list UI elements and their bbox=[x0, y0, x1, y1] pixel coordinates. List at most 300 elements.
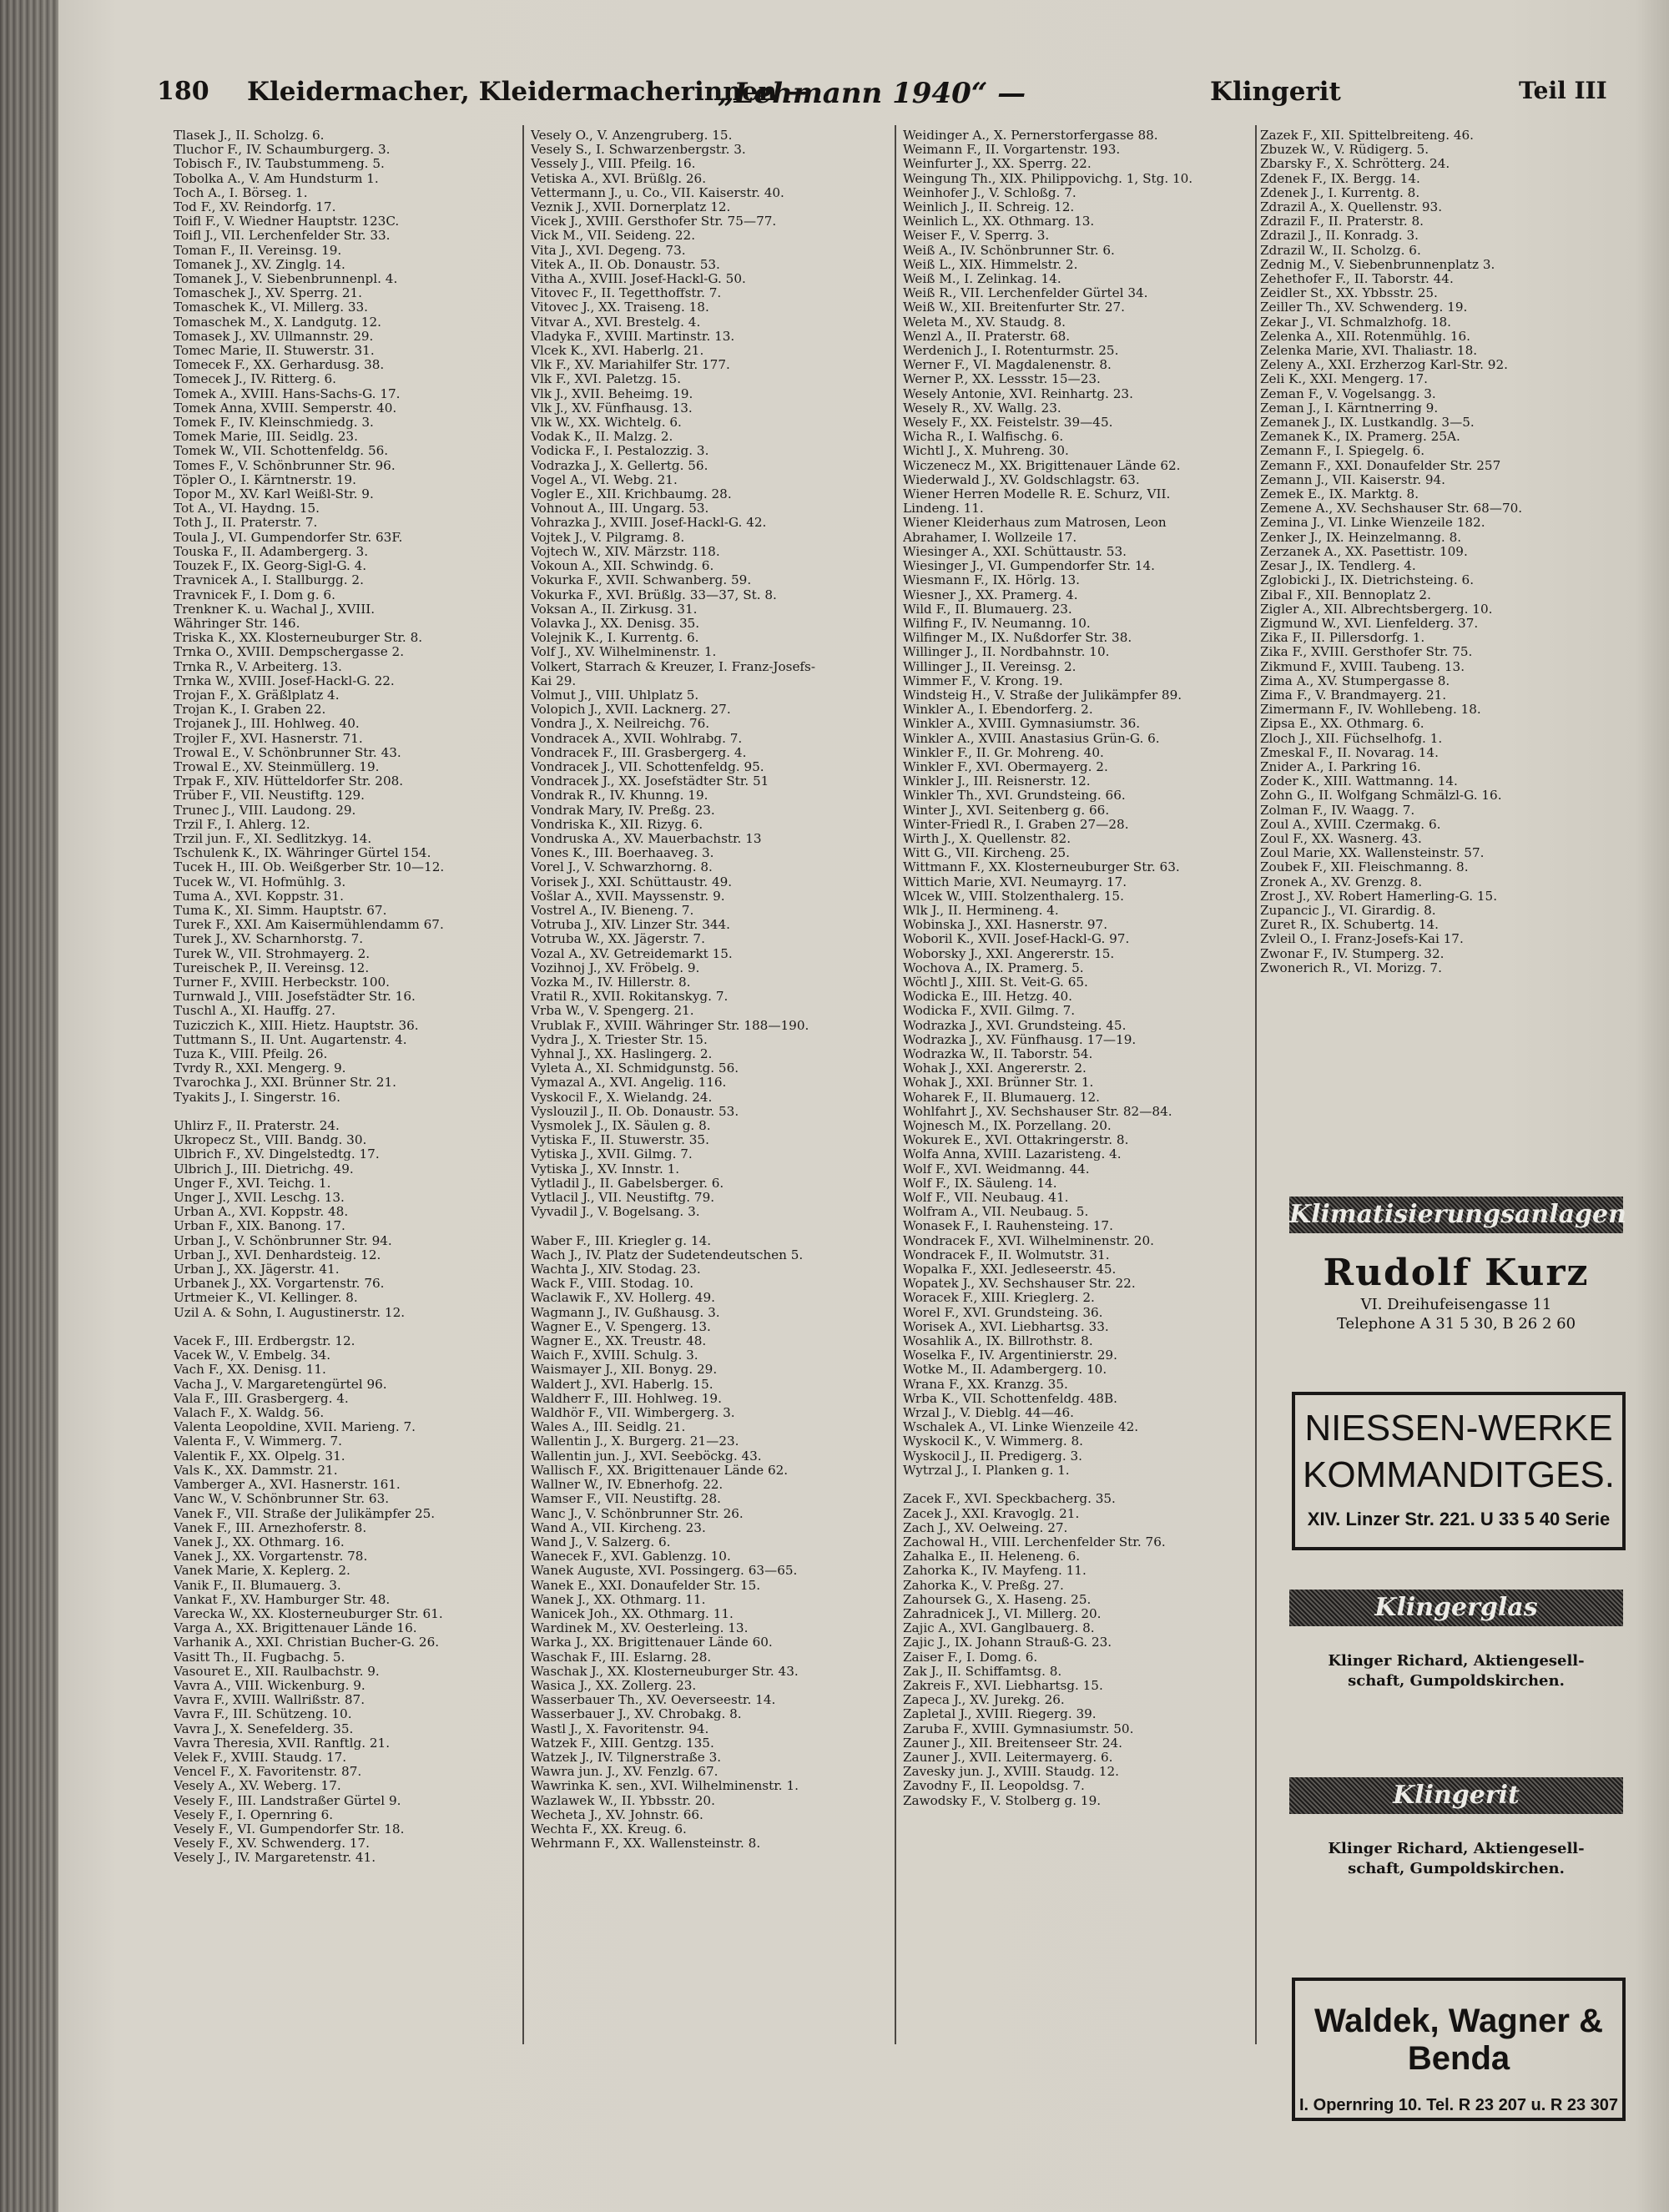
directory-entry: Vita J., XVI. Degeng. 73. bbox=[531, 243, 686, 258]
directory-entry: Warka J., XX. Brigittenauer Lände 60. bbox=[531, 1635, 773, 1650]
directory-entry: Vratil R., XVII. Rokitanskyg. 7. bbox=[531, 990, 729, 1005]
directory-entry: Weinlich J., II. Schreig. 12. bbox=[903, 200, 1075, 215]
directory-entry: Wicha R., I. Walfischg. 6. bbox=[903, 430, 1064, 445]
directory-entry: Ulbrich F., XV. Dingelstedtg. 17. bbox=[174, 1147, 380, 1162]
directory-entry: Vanek Marie, X. Keplerg. 2. bbox=[174, 1564, 350, 1579]
directory-entry: Tomasek J., XV. Ullmannstr. 29. bbox=[174, 329, 374, 344]
directory-entry: Vondrak R., IV. Khunng. 19. bbox=[531, 789, 708, 804]
ad-address: VI. Dreihufeisengasse 11 bbox=[1360, 1296, 1552, 1313]
directory-entry: Vavra F., III. Schützeng. 10. bbox=[174, 1707, 352, 1722]
directory-entry: Zemina J., VI. Linke Wienzeile 182. bbox=[1260, 516, 1485, 531]
directory-entry: Valenta F., V. Wimmerg. 7. bbox=[174, 1434, 342, 1449]
directory-entry: Wrba K., VII. Schottenfeldg. 48B. bbox=[903, 1391, 1117, 1406]
directory-entry: Votruba W., XX. Jägerstr. 7. bbox=[531, 932, 705, 947]
directory-entry: Weiß A., IV. Schönbrunner Str. 6. bbox=[903, 243, 1115, 258]
directory-entry: Trenkner K. u. Wachal J., XVIII. bbox=[174, 602, 376, 617]
directory-entry: Weimann F., II. Vorgartenstr. 193. bbox=[903, 143, 1121, 158]
directory-entry: Wechta F., XX. Kreug. 6. bbox=[531, 1821, 687, 1837]
column-rule bbox=[895, 125, 896, 2044]
directory-entry: Vala F., III. Grasbergerg. 4. bbox=[174, 1391, 349, 1406]
directory-entry: Zahradnicek J., VI. Millerg. 20. bbox=[903, 1606, 1102, 1621]
directory-entry: Zazek F., XII. Spittelbreiteng. 46. bbox=[1260, 128, 1475, 143]
directory-entry: Urban J., XX. Jägerstr. 41. bbox=[174, 1262, 340, 1277]
directory-entry: Zaiser F., I. Domg. 6. bbox=[903, 1650, 1038, 1665]
directory-entry: Zahalka E., II. Heleneng. 6. bbox=[903, 1549, 1081, 1565]
directory-entry: Zibal F., XII. Bennoplatz 2. bbox=[1260, 587, 1431, 602]
ad-banner: Klimatisierungsanlagen bbox=[1289, 1197, 1623, 1233]
directory-entry: Topor M., XV. Karl Weißl-Str. 9. bbox=[174, 487, 374, 502]
directory-entry: Wolf F., IX. Säuleng. 14. bbox=[903, 1176, 1057, 1191]
directory-entry: Wenzl A., II. Praterstr. 68. bbox=[903, 329, 1071, 344]
directory-entry: Vesely S., I. Schwarzenbergstr. 3. bbox=[531, 143, 746, 158]
directory-entry: Vettermann J., u. Co., VII. Kaiserstr. 40. bbox=[531, 185, 784, 200]
directory-entry: Wach J., IV. Platz der Sudetendeutschen 5. bbox=[531, 1247, 804, 1262]
directory-entry: Trowal E., V. Schönbrunner Str. 43. bbox=[174, 745, 401, 760]
directory-entry: Winkler F., XVI. Obermayerg. 2. bbox=[903, 759, 1108, 774]
directory-entry: Wastl J., X. Favoritenstr. 94. bbox=[531, 1721, 709, 1736]
directory-entry: Triska K., XX. Klosterneuburger Str. 8. bbox=[174, 631, 423, 646]
directory-entry: Zolman F., IV. Waagg. 7. bbox=[1260, 803, 1415, 818]
directory-entry: Tomec Marie, II. Stuwerstr. 31. bbox=[174, 344, 375, 359]
directory-entry: Weidinger A., X. Pernerstorfergasse 88. bbox=[903, 128, 1158, 143]
directory-entry: Vokoun A., XII. Schwindg. 6. bbox=[531, 559, 714, 574]
directory-entry: Znider A., I. Parkring 16. bbox=[1260, 759, 1421, 774]
directory-entry: Zemanek J., IX. Lustkandlg. 3—5. bbox=[1260, 416, 1475, 431]
directory-entry: Turnwald J., VIII. Josefstädter Str. 16. bbox=[174, 990, 416, 1005]
directory-entry: Vitovec F., II. Tegetthoffstr. 7. bbox=[531, 286, 722, 301]
directory-entry: Trojan F., X. Gräßlplatz 4. bbox=[174, 688, 340, 703]
directory-entry: Vanek J., XX. Vorgartenstr. 78. bbox=[174, 1549, 368, 1565]
directory-entry: Vydra J., X. Triester Str. 15. bbox=[531, 1032, 708, 1047]
directory-entry: Zemann F., I. Spiegelg. 6. bbox=[1260, 444, 1425, 459]
directory-entry: Zigler A., XII. Albrechtsbergerg. 10. bbox=[1260, 602, 1493, 617]
directory-entry: Zika F., II. Pillersdorfg. 1. bbox=[1260, 631, 1425, 646]
directory-entry: Vyvadil J., V. Bogelsang. 3. bbox=[531, 1205, 700, 1220]
directory-entry: Wolfram A., VII. Neubaug. 5. bbox=[903, 1205, 1089, 1220]
directory-entry: Votruba J., XIV. Linzer Str. 344. bbox=[531, 918, 731, 933]
directory-entry: Zoul A., XVIII. Czermakg. 6. bbox=[1260, 817, 1441, 832]
directory-entry: Wanek Auguste, XVI. Possingerg. 63—65. bbox=[531, 1564, 798, 1579]
directory-entry: Wand J., V. Salzerg. 6. bbox=[531, 1534, 671, 1549]
directory-entry: Wack F., VIII. Stodag. 10. bbox=[531, 1277, 694, 1292]
directory-entry: Trüber F., VII. Neustiftg. 129. bbox=[174, 789, 365, 804]
directory-entry: Vytlacil J., VII. Neustiftg. 79. bbox=[531, 1191, 715, 1206]
directory-entry: Weiß R., VII. Lerchenfelder Gürtel 34. bbox=[903, 286, 1148, 301]
directory-entry: Wesely Antonie, XVI. Reinhartg. 23. bbox=[903, 386, 1133, 401]
directory-entry: Wiczenecz M., XX. Brigittenauer Lände 62. bbox=[903, 458, 1181, 473]
directory-entry: Vessely J., VIII. Pfeilg. 16. bbox=[531, 157, 696, 172]
directory-entry: Vacha J., V. Margaretengürtel 96. bbox=[174, 1377, 387, 1392]
directory-entry: Zoubek F., XII. Fleischmanng. 8. bbox=[1260, 860, 1469, 875]
directory-entry: Zima A., XV. Stumpergasse 8. bbox=[1260, 673, 1450, 688]
directory-entry: Wiesmann F., IX. Hörlg. 13. bbox=[903, 573, 1080, 588]
directory-entry: Vitvar A., XVI. Brestelg. 4. bbox=[531, 315, 701, 330]
directory-entry: Wehrmann F., XX. Wallensteinstr. 8. bbox=[531, 1837, 761, 1852]
directory-entry: Wanicek Joh., XX. Othmarg. 11. bbox=[531, 1606, 734, 1621]
directory-entry: Wschalek A., VI. Linke Wienzeile 42. bbox=[903, 1420, 1139, 1435]
directory-entry: Varecka W., XX. Klosterneuburger Str. 61. bbox=[174, 1606, 443, 1621]
directory-entry: Varga A., XX. Brigittenauer Lände 16. bbox=[174, 1621, 417, 1636]
directory-entry: Vach F., XX. Denisg. 11. bbox=[174, 1363, 326, 1378]
directory-entry: Vlk J., XVII. Beheimg. 19. bbox=[531, 386, 693, 401]
directory-entry: Wiesner J., XX. Pramerg. 4. bbox=[903, 587, 1078, 602]
directory-entry: Vesely A., XV. Weberg. 17. bbox=[174, 1779, 341, 1794]
directory-entry: Volejnik K., I. Kurrentg. 6. bbox=[531, 631, 699, 646]
directory-entry: Zemann J., VII. Kaiserstr. 94. bbox=[1260, 472, 1445, 487]
directory-entry: Zbuzek W., V. Rüdigerg. 5. bbox=[1260, 143, 1429, 158]
directory-entry: Vlk J., XV. Fünfhausg. 13. bbox=[531, 401, 693, 416]
directory-entry: Zika F., XVIII. Gersthofer Str. 75. bbox=[1260, 645, 1473, 660]
directory-entry: Weinhofer J., V. Schloßg. 7. bbox=[903, 185, 1077, 200]
directory-entry: Vesely F., VI. Gumpendorfer Str. 18. bbox=[174, 1821, 405, 1837]
directory-entry: Wyskocil K., V. Wimmerg. 8. bbox=[903, 1434, 1083, 1449]
directory-entry: Trunec J., VIII. Laudong. 29. bbox=[174, 803, 356, 818]
directory-entry: Zvleil O., I. Franz-Josefs-Kai 17. bbox=[1260, 932, 1464, 947]
directory-entry: Toula J., VI. Gumpendorfer Str. 63F. bbox=[174, 530, 403, 545]
directory-entry: Tomek Marie, III. Seidlg. 23. bbox=[174, 430, 358, 445]
directory-entry: Weiß M., I. Zelinkag. 14. bbox=[903, 272, 1061, 287]
directory-entry: Zupancic J., VI. Girardig. 8. bbox=[1260, 903, 1436, 918]
directory-entry: Zednig M., V. Siebenbrunnenplatz 3. bbox=[1260, 257, 1495, 272]
directory-entry: Zahorka K., V. Preßg. 27. bbox=[903, 1578, 1064, 1593]
directory-entry: Toifl F., V. Wiedner Hauptstr. 123C. bbox=[174, 214, 400, 229]
directory-entry: Varhanik A., XXI. Christian Bucher-G. 26. bbox=[174, 1635, 440, 1650]
directory-entry: Wanecek F., XVI. Gablenzg. 10. bbox=[531, 1549, 731, 1565]
directory-entry: Tucek H., III. Ob. Weißgerber Str. 10—12. bbox=[174, 860, 445, 875]
directory-entry: Wodicka E., III. Hetzg. 40. bbox=[903, 990, 1072, 1005]
directory-entry: Zipsa E., XX. Othmarg. 6. bbox=[1260, 717, 1424, 732]
directory-entry: Vencel F., X. Favoritenstr. 87. bbox=[174, 1765, 362, 1780]
directory-entry: Wanek J., XX. Othmarg. 11. bbox=[531, 1592, 706, 1607]
directory-entry: Wichtl J., X. Muhreng. 30. bbox=[903, 444, 1069, 459]
directory-entry: Wand A., VII. Kircheng. 23. bbox=[531, 1520, 706, 1535]
directory-entry: Wrzal J., V. Dieblg. 44—46. bbox=[903, 1406, 1074, 1421]
directory-entry: Turek W., VII. Strohmayerg. 2. bbox=[174, 946, 371, 961]
directory-entry: Zenker J., IX. Heinzelmanng. 8. bbox=[1260, 530, 1462, 545]
directory-entry: Wlk J., II. Hermineng. 4. bbox=[903, 903, 1059, 918]
directory-entry: Vavra A., VIII. Wickenburg. 9. bbox=[174, 1678, 366, 1693]
directory-entry: Tuttmann S., II. Unt. Augartenstr. 4. bbox=[174, 1032, 407, 1047]
directory-entry: Vasouret E., XII. Raulbachstr. 9. bbox=[174, 1664, 380, 1679]
directory-entry: Vavra F., XVIII. Wallrißstr. 87. bbox=[174, 1693, 366, 1708]
directory-entry: Zacek J., XXI. Kravoglg. 21. bbox=[903, 1506, 1080, 1521]
directory-entry: Toth J., II. Praterstr. 7. bbox=[174, 516, 318, 531]
directory-entry: Wimmer F., V. Krong. 19. bbox=[903, 673, 1063, 688]
directory-entry: Zemek E., IX. Marktg. 8. bbox=[1260, 487, 1419, 502]
directory-entry: Zelenka A., XII. Rotenmühlg. 16. bbox=[1260, 329, 1470, 344]
directory-entry: Zemanek K., IX. Pramerg. 25A. bbox=[1260, 430, 1460, 445]
directory-entry: Zahorka K., IV. Mayfeng. 11. bbox=[903, 1564, 1087, 1579]
directory-entry: Werner P., XX. Lessstr. 15—23. bbox=[903, 372, 1101, 387]
directory-entry: Trpak F., XIV. Hütteldorfer Str. 208. bbox=[174, 774, 404, 789]
directory-entry: Veznik J., XVII. Dornerplatz 12. bbox=[531, 200, 731, 215]
directory-entry: Wolfa Anna, XVIII. Lazaristeng. 4. bbox=[903, 1147, 1122, 1162]
ad-company-name: Rudolf Kurz bbox=[1323, 1252, 1590, 1294]
directory-entry: Vanek F., III. Arnezhoferstr. 8. bbox=[174, 1520, 367, 1535]
directory-entry: Vyskocil F., X. Wielandg. 24. bbox=[531, 1090, 713, 1105]
directory-entry: Wytrzal J., I. Planken g. 1. bbox=[903, 1463, 1070, 1478]
directory-entry: Vyslouzil J., II. Ob. Donaustr. 53. bbox=[531, 1104, 739, 1119]
directory-entry: Vacek F., III. Erdbergstr. 12. bbox=[174, 1334, 355, 1349]
directory-entry: Werner F., VI. Magdalenenstr. 8. bbox=[903, 358, 1112, 373]
directory-entry: Wonasek F., I. Rauhensteing. 17. bbox=[903, 1219, 1113, 1234]
directory-entry: Lindeng. 11. bbox=[903, 501, 984, 516]
directory-entry: Tomaschek M., X. Landgutg. 12. bbox=[174, 315, 381, 330]
directory-entry: Vacek W., V. Embelg. 34. bbox=[174, 1348, 331, 1363]
directory-entry: Vlk F., XVI. Paletzg. 15. bbox=[531, 372, 682, 387]
directory-entry: Zoder K., XIII. Wattmanng. 14. bbox=[1260, 774, 1458, 789]
directory-entry: Tomes F., V. Schönbrunner Str. 96. bbox=[174, 458, 396, 473]
directory-entry: Wazlawek W., II. Ybbsstr. 20. bbox=[531, 1793, 715, 1808]
page-title: Kleidermacher, Kleidermacherinnen — bbox=[247, 77, 812, 107]
directory-entry: Unger F., XVI. Teichg. 1. bbox=[174, 1176, 331, 1191]
directory-entry: Vasitt Th., II. Fugbachg. 5. bbox=[174, 1650, 345, 1665]
directory-entry: Vytiska J., XVII. Gilmg. 7. bbox=[531, 1147, 693, 1162]
directory-entry: Wiederwald J., XV. Goldschlagstr. 63. bbox=[903, 472, 1140, 487]
directory-entry: Vick M., VII. Seideng. 22. bbox=[531, 229, 696, 244]
directory-entry: Wecheta J., XV. Johnstr. 66. bbox=[531, 1807, 703, 1822]
directory-entry: Tuza K., VIII. Pfeilg. 26. bbox=[174, 1047, 328, 1061]
directory-entry: Zeman F., V. Vogelsangg. 3. bbox=[1260, 386, 1436, 401]
directory-entry: Toch A., I. Börseg. 1. bbox=[174, 185, 308, 200]
directory-entry: Waschak F., III. Eslarng. 28. bbox=[531, 1650, 712, 1665]
directory-entry: Tuma K., XI. Simm. Hauptstr. 67. bbox=[174, 903, 387, 918]
directory-entry: Wondracek F., XVI. Wilhelminenstr. 20. bbox=[903, 1233, 1154, 1248]
directory-entry: Tobolka A., V. Am Hundsturm 1. bbox=[174, 171, 379, 186]
directory-entry: Zach J., XV. Oelweing. 27. bbox=[903, 1520, 1068, 1535]
directory-entry: Vlcek K., XVI. Haberlg. 21. bbox=[531, 344, 704, 359]
directory-entry: Trnka O., XVIII. Dempschergasse 2. bbox=[174, 645, 405, 660]
directory-entry: Tomek W., VII. Schottenfeldg. 56. bbox=[174, 444, 389, 459]
directory-entry: Wopatek J., XV. Sechshauser Str. 22. bbox=[903, 1277, 1136, 1292]
directory-entry: Zesar J., IX. Tendlerg. 4. bbox=[1260, 559, 1416, 574]
directory-entry: Zbarsky F., X. Schrötterg. 24. bbox=[1260, 157, 1450, 172]
directory-entry: Zglobicki J., IX. Dietrichsteing. 6. bbox=[1260, 573, 1475, 588]
directory-entry: Trnka W., XVIII. Josef-Hackl-G. 22. bbox=[174, 673, 395, 688]
directory-entry: Zahoursek G., X. Haseng. 25. bbox=[903, 1592, 1092, 1607]
directory-entry: Zavodny F., II. Leopoldsg. 7. bbox=[903, 1779, 1085, 1794]
directory-entry: Zdrazil A., X. Quellenstr. 93. bbox=[1260, 200, 1443, 215]
advertisement-waldek-wagner-benda bbox=[1292, 1978, 1626, 2121]
directory-entry: Zoul Marie, XX. Wallensteinstr. 57. bbox=[1260, 846, 1485, 861]
directory-column-2 bbox=[531, 128, 888, 1851]
directory-entry: Tot A., VI. Haydng. 15. bbox=[174, 501, 320, 516]
directory-entry: Tomaschek J., XV. Sperrg. 21. bbox=[174, 286, 362, 301]
directory-entry: Wachta J., XIV. Stodag. 23. bbox=[531, 1262, 701, 1277]
directory-entry: Weleta M., XV. Staudg. 8. bbox=[903, 315, 1066, 330]
ad-text-line: Klinger Richard, Aktiengesell- bbox=[1328, 1652, 1585, 1670]
directory-entry: Wotke M., II. Adambergerg. 10. bbox=[903, 1363, 1107, 1378]
directory-entry: Vondracek J., VII. Schottenfeldg. 95. bbox=[531, 759, 764, 774]
directory-entry: Trojler F., XVI. Hasnerstr. 71. bbox=[174, 731, 363, 746]
directory-entry: Volavka J., XX. Denisg. 35. bbox=[531, 616, 700, 631]
page-number: 180 bbox=[157, 77, 209, 106]
directory-entry: Vanc W., V. Schönbrunner Str. 63. bbox=[174, 1492, 390, 1507]
directory-entry: Vrba W., V. Spengerg. 21. bbox=[531, 1004, 694, 1019]
directory-entry: Tomanek J., XV. Zinglg. 14. bbox=[174, 257, 345, 272]
directory-entry: Volkert, Starrach & Kreuzer, I. Franz-Josefs- bbox=[531, 659, 815, 674]
directory-entry: Wosahlik A., IX. Billrothstr. 8. bbox=[903, 1334, 1093, 1349]
directory-entry: Vesely F., III. Landstraßer Gürtel 9. bbox=[174, 1793, 401, 1808]
directory-entry: Zdenek F., IX. Bergg. 14. bbox=[1260, 171, 1420, 186]
directory-entry: Willinger J., II. Nordbahnstr. 10. bbox=[903, 645, 1110, 660]
ad-address: I. Opernring 10. Tel. R 23 207 u. R 23 307 bbox=[1298, 2096, 1618, 2114]
directory-entry: Watzek J., IV. Tilgnerstraße 3. bbox=[531, 1750, 722, 1765]
directory-entry: Vozka M., IV. Hillerstr. 8. bbox=[531, 975, 691, 990]
directory-entry: Tuma A., XVI. Koppstr. 31. bbox=[174, 889, 344, 904]
directory-entry: Tomek Anna, XVIII. Semperstr. 40. bbox=[174, 401, 397, 416]
ad-text-line: schaft, Gumpoldskirchen. bbox=[1348, 1860, 1565, 1877]
directory-entry: Zeli K., XXI. Mengerg. 17. bbox=[1260, 372, 1429, 387]
directory-entry: Wokurek E., XVI. Ottakringerstr. 8. bbox=[903, 1133, 1129, 1148]
directory-entry: Vavra J., X. Senefelderg. 35. bbox=[174, 1721, 354, 1736]
directory-entry: Wiener Herren Modelle R. E. Schurz, VII. bbox=[903, 487, 1171, 502]
directory-entry: Vokurka F., XVII. Schwanberg. 59. bbox=[531, 573, 752, 588]
directory-entry: Vitovec J., XX. Traiseng. 18. bbox=[531, 300, 709, 315]
directory-entry: Vostrel A., IV. Bieneng. 7. bbox=[531, 903, 694, 918]
directory-entry: Vrublak F., XVIII. Währinger Str. 188—190. bbox=[531, 1018, 809, 1033]
directory-entry: Winter-Friedl R., I. Graben 27—28. bbox=[903, 817, 1129, 832]
directory-entry: Vondra J., X. Neilreichg. 76. bbox=[531, 717, 710, 732]
directory-entry: Wagner E., V. Spengerg. 13. bbox=[531, 1319, 711, 1334]
directory-entry: Trzil jun. F., XI. Sedlitzkyg. 14. bbox=[174, 831, 372, 846]
directory-entry: Wochova A., IX. Pramerg. 5. bbox=[903, 960, 1084, 975]
directory-entry: Wagmann J., IV. Gußhausg. 3. bbox=[531, 1305, 720, 1320]
directory-entry: Waclawik F., XV. Hollerg. 49. bbox=[531, 1291, 715, 1306]
directory-entry: Zwonerich R., VI. Morizg. 7. bbox=[1260, 960, 1442, 975]
advertisement-klingerit bbox=[1285, 1777, 1627, 1879]
directory-entry: Worel F., XVI. Grundsteing. 36. bbox=[903, 1305, 1103, 1320]
directory-entry: Zdrazil W., II. Scholzg. 6. bbox=[1260, 243, 1421, 258]
directory-entry: Vogel A., VI. Webg. 21. bbox=[531, 472, 678, 487]
section-gap bbox=[531, 1219, 888, 1233]
directory-entry: Vohrazka J., XVIII. Josef-Hackl-G. 42. bbox=[531, 516, 767, 531]
header-keyword: Klingerit bbox=[1210, 77, 1341, 107]
directory-entry: Wiener Kleiderhaus zum Matrosen, Leon bbox=[903, 516, 1167, 531]
directory-entry: Zajic J., IX. Johann Strauß-G. 23. bbox=[903, 1635, 1112, 1650]
directory-entry: Tomek A., XVIII. Hans-Sachs-G. 17. bbox=[174, 386, 401, 401]
directory-entry: Wallner W., IV. Ebnerhofg. 22. bbox=[531, 1478, 724, 1493]
directory-entry: Zwonar F., IV. Stumperg. 32. bbox=[1260, 946, 1445, 961]
directory-entry: Vanek F., VII. Straße der Julikämpfer 25. bbox=[174, 1506, 436, 1521]
directory-entry: Urban F., XIX. Banong. 17. bbox=[174, 1219, 345, 1234]
directory-entry: Vojtech W., XIV. Märzstr. 118. bbox=[531, 544, 720, 559]
directory-entry: Wohlfahrt J., XV. Sechshauser Str. 82—84. bbox=[903, 1104, 1172, 1119]
directory-entry: Ulbrich J., III. Dietrichg. 49. bbox=[174, 1161, 354, 1177]
directory-entry: Valach F., X. Waldg. 56. bbox=[174, 1406, 325, 1421]
directory-entry: Kai 29. bbox=[531, 673, 577, 688]
directory-entry: Tomek F., IV. Kleinschmiedg. 3. bbox=[174, 416, 374, 431]
directory-entry: Zak J., II. Schiffamtsg. 8. bbox=[903, 1664, 1062, 1679]
directory-entry: Worisek A., XVI. Liebhartsg. 33. bbox=[903, 1319, 1109, 1334]
directory-entry: Woboril K., XVII. Josef-Hackl-G. 97. bbox=[903, 932, 1130, 947]
directory-entry: Vondruska A., XV. Mauerbachstr. 13 bbox=[531, 831, 762, 846]
directory-entry: Trojan K., I. Graben 22. bbox=[174, 703, 326, 718]
directory-entry: Voksan A., II. Zirkusg. 31. bbox=[531, 602, 698, 617]
directory-entry: Vanik F., II. Blumauerg. 3. bbox=[174, 1578, 341, 1593]
directory-entry: Vesely O., V. Anzengruberg. 15. bbox=[531, 128, 733, 143]
directory-entry: Vondracek J., XX. Josefstädter Str. 51 bbox=[531, 774, 769, 789]
directory-entry: Urbanek J., XX. Vorgartenstr. 76. bbox=[174, 1277, 385, 1292]
directory-entry: Wesely R., XV. Wallg. 23. bbox=[903, 401, 1061, 416]
directory-entry: Wallentin jun. J., XVI. Seeböckg. 43. bbox=[531, 1449, 762, 1464]
directory-entry: Vysmolek J., IX. Säulen g. 8. bbox=[531, 1119, 711, 1134]
page-header bbox=[150, 77, 1619, 110]
directory-entry: Wodrazka J., XV. Fünfhausg. 17—19. bbox=[903, 1032, 1137, 1047]
directory-entry: Winter J., XVI. Seitenberg g. 66. bbox=[903, 803, 1110, 818]
directory-entry: Wittmann F., XX. Klosterneuburger Str. 63. bbox=[903, 860, 1180, 875]
directory-entry: Vodrazka J., X. Gellertg. 56. bbox=[531, 458, 708, 473]
directory-entry: Uzil A. & Sohn, I. Augustinerstr. 12. bbox=[174, 1305, 406, 1320]
directory-entry: Tomanek J., V. Siebenbrunnenpl. 4. bbox=[174, 272, 398, 287]
directory-entry: Tucek W., VI. Hofmühlg. 3. bbox=[174, 874, 346, 889]
directory-entry: Winkler A., XVIII. Anastasius Grün-G. 6. bbox=[903, 731, 1160, 746]
directory-entry: Wohak J., XXI. Brünner Str. 1. bbox=[903, 1076, 1094, 1091]
directory-entry: Zeleny A., XXI. Erzherzog Karl-Str. 92. bbox=[1260, 358, 1508, 373]
directory-entry: Urtmeier K., VI. Kellinger. 8. bbox=[174, 1291, 358, 1306]
directory-entry: Zeman J., I. Kärntnerring 9. bbox=[1260, 401, 1439, 416]
directory-entry: Vesely F., XV. Schwenderg. 17. bbox=[174, 1837, 371, 1852]
advertisement-klingerglas bbox=[1285, 1590, 1627, 1691]
directory-entry: Winkler Th., XVI. Grundsteing. 66. bbox=[903, 789, 1126, 804]
directory-entry: Vondrak Mary, IV. Preßg. 23. bbox=[531, 803, 715, 818]
directory-entry: Tobisch F., IV. Taubstummeng. 5. bbox=[174, 157, 385, 172]
directory-entry: Zigmund W., XVI. Lienfelderg. 37. bbox=[1260, 616, 1479, 631]
directory-entry: Wawrinka K. sen., XVI. Wilhelminenstr. 1. bbox=[531, 1779, 799, 1794]
directory-entry: Wondracek F., II. Wolmutstr. 31. bbox=[903, 1247, 1110, 1262]
ad-phone: Telephone A 31 5 30, B 26 2 60 bbox=[1336, 1315, 1576, 1333]
directory-entry: Wanek E., XXI. Donaufelder Str. 15. bbox=[531, 1578, 761, 1593]
directory-entry: Waldherr F., III. Hohlweg. 19. bbox=[531, 1391, 722, 1406]
directory-entry: Travnicek A., I. Stallburgg. 2. bbox=[174, 573, 364, 588]
directory-entry: Zrost J., XV. Robert Hamerling-G. 15. bbox=[1260, 889, 1498, 904]
directory-entry: Woharek F., II. Blumauerg. 12. bbox=[903, 1090, 1100, 1105]
directory-entry: Wohak J., XXI. Angererstr. 2. bbox=[903, 1061, 1087, 1076]
directory-entry: Vytiska F., II. Stuwerstr. 35. bbox=[531, 1133, 709, 1148]
directory-entry: Windsteig H., V. Straße der Julikämpfer 89. bbox=[903, 688, 1182, 703]
directory-entry: Witt G., VII. Kircheng. 25. bbox=[903, 846, 1070, 861]
directory-entry: Wasserbauer Th., XV. Oeverseestr. 14. bbox=[531, 1693, 776, 1708]
directory-column-4 bbox=[1260, 128, 1552, 975]
directory-entry: Weiß L., XIX. Himmelstr. 2. bbox=[903, 257, 1078, 272]
directory-entry: Zelenka Marie, XVI. Thaliastr. 18. bbox=[1260, 344, 1478, 359]
directory-entry: Wojnesch M., IX. Porzellang. 20. bbox=[903, 1119, 1112, 1134]
directory-entry: Wasserbauer J., XV. Chrobakg. 8. bbox=[531, 1707, 742, 1722]
directory-entry: Zakreis F., XVI. Liebhartsg. 15. bbox=[903, 1678, 1103, 1693]
directory-entry: Wyskocil J., II. Predigerg. 3. bbox=[903, 1449, 1082, 1464]
directory-entry: Werdenich J., I. Rotenturmstr. 25. bbox=[903, 344, 1119, 359]
directory-entry: Touska F., II. Adambergerg. 3. bbox=[174, 544, 369, 559]
directory-entry: Vorisek J., XXI. Schüttaustr. 49. bbox=[531, 874, 733, 889]
directory-entry: Zaruba F., XVIII. Gymnasiumstr. 50. bbox=[903, 1721, 1134, 1736]
directory-entry: Wobinska J., XXI. Hasnerstr. 97. bbox=[903, 918, 1108, 933]
directory-entry: Tuziczich K., XIII. Hietz. Hauptstr. 36. bbox=[174, 1018, 419, 1033]
directory-entry: Zehethofer F., II. Taborstr. 44. bbox=[1260, 272, 1454, 287]
directory-entry: Waschak J., XX. Klosterneuburger Str. 43. bbox=[531, 1664, 799, 1679]
directory-entry: Tureischek P., II. Vereinsg. 12. bbox=[174, 960, 370, 975]
directory-entry: Zauner J., XVII. Leitermayerg. 6. bbox=[903, 1750, 1113, 1765]
directory-entry: Zohn G., II. Wolfgang Schmälzl-G. 16. bbox=[1260, 789, 1502, 804]
directory-entry: Vamberger A., XVI. Hasnerstr. 161. bbox=[174, 1478, 401, 1493]
directory-entry: Waich F., XVIII. Schulg. 3. bbox=[531, 1348, 698, 1363]
directory-entry: Vicek J., XVIII. Gersthofer Str. 75—77. bbox=[531, 214, 777, 229]
ad-text-line: schaft, Gumpoldskirchen. bbox=[1348, 1672, 1565, 1690]
directory-entry: Tomecek J., IV. Ritterg. 6. bbox=[174, 372, 336, 387]
directory-entry: Weingung Th., XIX. Philippovichg. 1, Stg. 10. bbox=[903, 171, 1193, 186]
directory-entry: Ukropecz St., VIII. Bandg. 30. bbox=[174, 1133, 367, 1148]
directory-entry: Wirth J., X. Quellenstr. 82. bbox=[903, 831, 1071, 846]
directory-entry: Vondracek F., III. Grasbergerg. 4. bbox=[531, 745, 747, 760]
